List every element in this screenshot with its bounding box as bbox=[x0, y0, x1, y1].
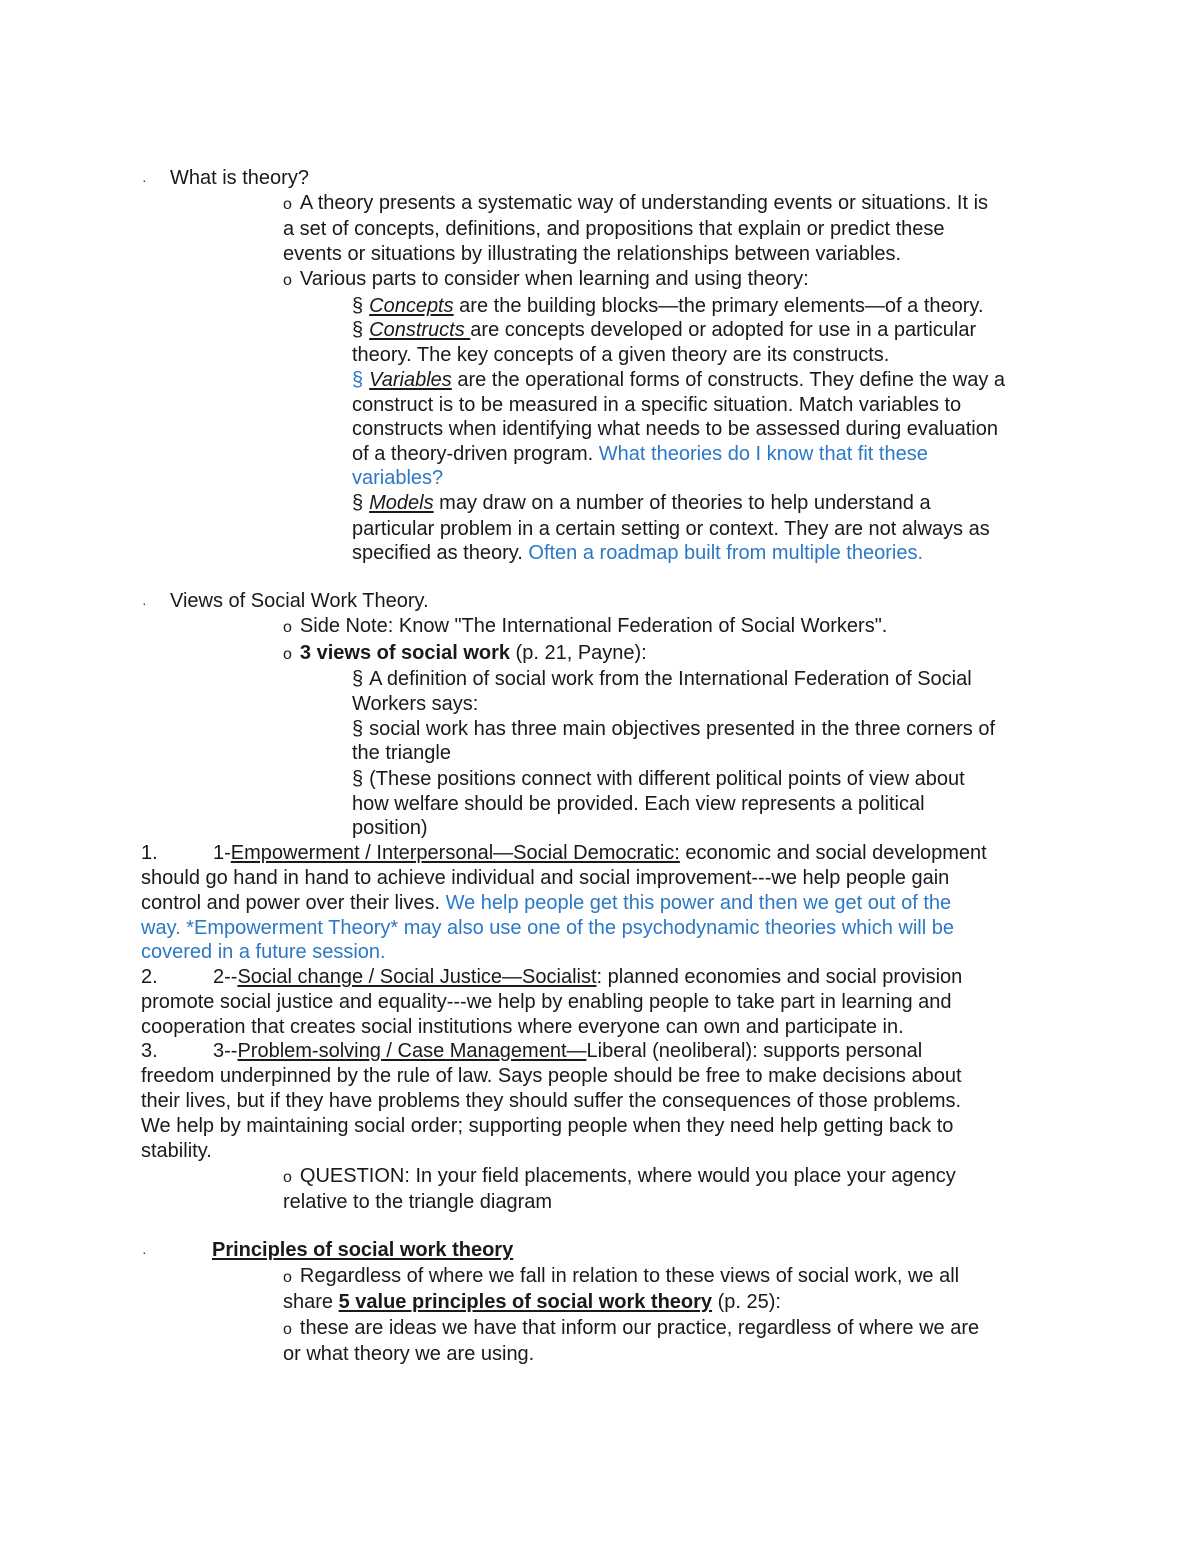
text-line: Workers says: bbox=[352, 693, 479, 715]
circle-bullet-icon: o bbox=[283, 1169, 292, 1186]
list-item-social-change: 2--Social change / Social Justice—Socialist: planned economies and social provision bbox=[213, 966, 963, 988]
item-models: § Models may draw on a number of theories to help understand a bbox=[352, 492, 931, 514]
text-line: of a theory-driven program. What theories do I know that fit these bbox=[352, 443, 928, 465]
annotation-note: Often a roadmap built from multiple theories. bbox=[528, 542, 924, 564]
bullet-icon: · bbox=[142, 595, 147, 611]
sub-item-question: o QUESTION: In your field placements, where would you place your agency bbox=[283, 1165, 956, 1187]
sub-item-theory-definition: o A theory presents a systematic way of understanding events or situations. It is bbox=[283, 192, 989, 214]
item-concepts: § Concepts are the building blocks—the primary elements—of a theory. bbox=[352, 295, 984, 317]
sub-item-side-note: o Side Note: Know "The International Federation of Social Workers". bbox=[283, 615, 888, 637]
bullet-icon: · bbox=[142, 172, 147, 188]
text-line: or what theory we are using. bbox=[283, 1343, 535, 1365]
item-positions: § (These positions connect with different political points of view about bbox=[352, 768, 965, 790]
text-line: theory. The key concepts of a given theory are its constructs. bbox=[352, 344, 890, 366]
annotation-note: way. *Empowerment Theory* may also use one of the psychodynamic theories which will be bbox=[141, 917, 954, 939]
annotation-note: variables? bbox=[352, 467, 444, 489]
list-item-empowerment: 1-Empowerment / Interpersonal—Social Democratic: economic and social development bbox=[213, 842, 987, 864]
sub-item-regardless: o Regardless of where we fall in relation to these views of social work, we all bbox=[283, 1265, 960, 1287]
circle-bullet-icon: o bbox=[283, 196, 292, 213]
text-line: events or situations by illustrating the relationships between variables. bbox=[283, 243, 902, 265]
circle-bullet-icon: o bbox=[283, 1321, 292, 1338]
bullet-icon: · bbox=[142, 1244, 147, 1260]
circle-bullet-icon: o bbox=[283, 1269, 292, 1286]
section-sign-icon: § bbox=[352, 295, 364, 317]
text-line: the triangle bbox=[352, 742, 451, 764]
heading-views-of-social-work: Views of Social Work Theory. bbox=[170, 590, 429, 612]
list-number: 2. bbox=[141, 966, 158, 988]
circle-bullet-icon: o bbox=[283, 272, 292, 289]
text-line: share 5 value principles of social work theory (p. 25): bbox=[283, 1291, 781, 1313]
item-definition: § A definition of social work from the International Federation of Social bbox=[352, 668, 972, 690]
text-line: control and power over their lives. We help people get this power and then we get out of the bbox=[141, 892, 952, 914]
annotation-note: We help people get this power and then we get out of the bbox=[445, 892, 952, 914]
sub-item-ideas: o these are ideas we have that inform our practice, regardless of where we are bbox=[283, 1317, 980, 1339]
text-line: relative to the triangle diagram bbox=[283, 1191, 553, 1213]
list-item-problem-solving: 3--Problem-solving / Case Management—Liberal (neoliberal): supports personal bbox=[213, 1040, 923, 1062]
text-line: promote social justice and equality---we help by enabling people to take part in learning and bbox=[141, 991, 952, 1013]
item-variables: § Variables are the operational forms of constructs. They define the way a bbox=[352, 369, 1006, 391]
sub-item-various-parts: o Various parts to consider when learning and using theory: bbox=[283, 268, 809, 290]
heading-principles: Principles of social work theory bbox=[212, 1239, 514, 1261]
section-sign-icon: § bbox=[352, 668, 364, 690]
section-sign-icon: § bbox=[352, 718, 364, 740]
text-line: stability. bbox=[141, 1140, 212, 1162]
text-line: how welfare should be provided. Each view represents a political bbox=[352, 793, 925, 815]
sub-item-three-views: o 3 views of social work (p. 21, Payne): bbox=[283, 642, 647, 664]
heading-what-is-theory: What is theory? bbox=[170, 167, 309, 189]
list-number: 1. bbox=[141, 842, 158, 864]
text-line: their lives, but if they have problems they should suffer the consequences of those problems. bbox=[141, 1090, 962, 1112]
annotation-note: covered in a future session. bbox=[141, 941, 386, 963]
circle-bullet-icon: o bbox=[283, 646, 292, 663]
section-sign-icon: § bbox=[352, 492, 364, 514]
item-constructs: § Constructs are concepts developed or adopted for use in a particular bbox=[352, 319, 977, 341]
text-line: should go hand in hand to achieve individual and social improvement---we help people gain bbox=[141, 867, 950, 889]
list-number: 3. bbox=[141, 1040, 158, 1062]
text-line: specified as theory. Often a roadmap built from multiple theories. bbox=[352, 542, 924, 564]
text-line: particular problem in a certain setting or context. They are not always as bbox=[352, 518, 990, 540]
section-sign-icon: § bbox=[352, 369, 364, 391]
text-line: freedom underpinned by the rule of law. Says people should be free to make decisions about bbox=[141, 1065, 962, 1087]
text-line: constructs when identifying what needs to be assessed during evaluation bbox=[352, 418, 998, 440]
item-objectives: § social work has three main objectives presented in the three corners of bbox=[352, 718, 996, 740]
text-line: a set of concepts, definitions, and propositions that explain or predict these bbox=[283, 218, 945, 240]
section-sign-icon: § bbox=[352, 319, 364, 341]
text-line: position) bbox=[352, 817, 428, 839]
text-line: construct is to be measured in a specific situation. Match variables to bbox=[352, 394, 962, 416]
text-line: We help by maintaining social order; supporting people when they need help getting back to bbox=[141, 1115, 954, 1137]
section-sign-icon: § bbox=[352, 768, 364, 790]
annotation-note: What theories do I know that fit these bbox=[598, 443, 928, 465]
circle-bullet-icon: o bbox=[283, 619, 292, 636]
text-line: cooperation that creates social institutions where everyone can own and participate in. bbox=[141, 1016, 904, 1038]
